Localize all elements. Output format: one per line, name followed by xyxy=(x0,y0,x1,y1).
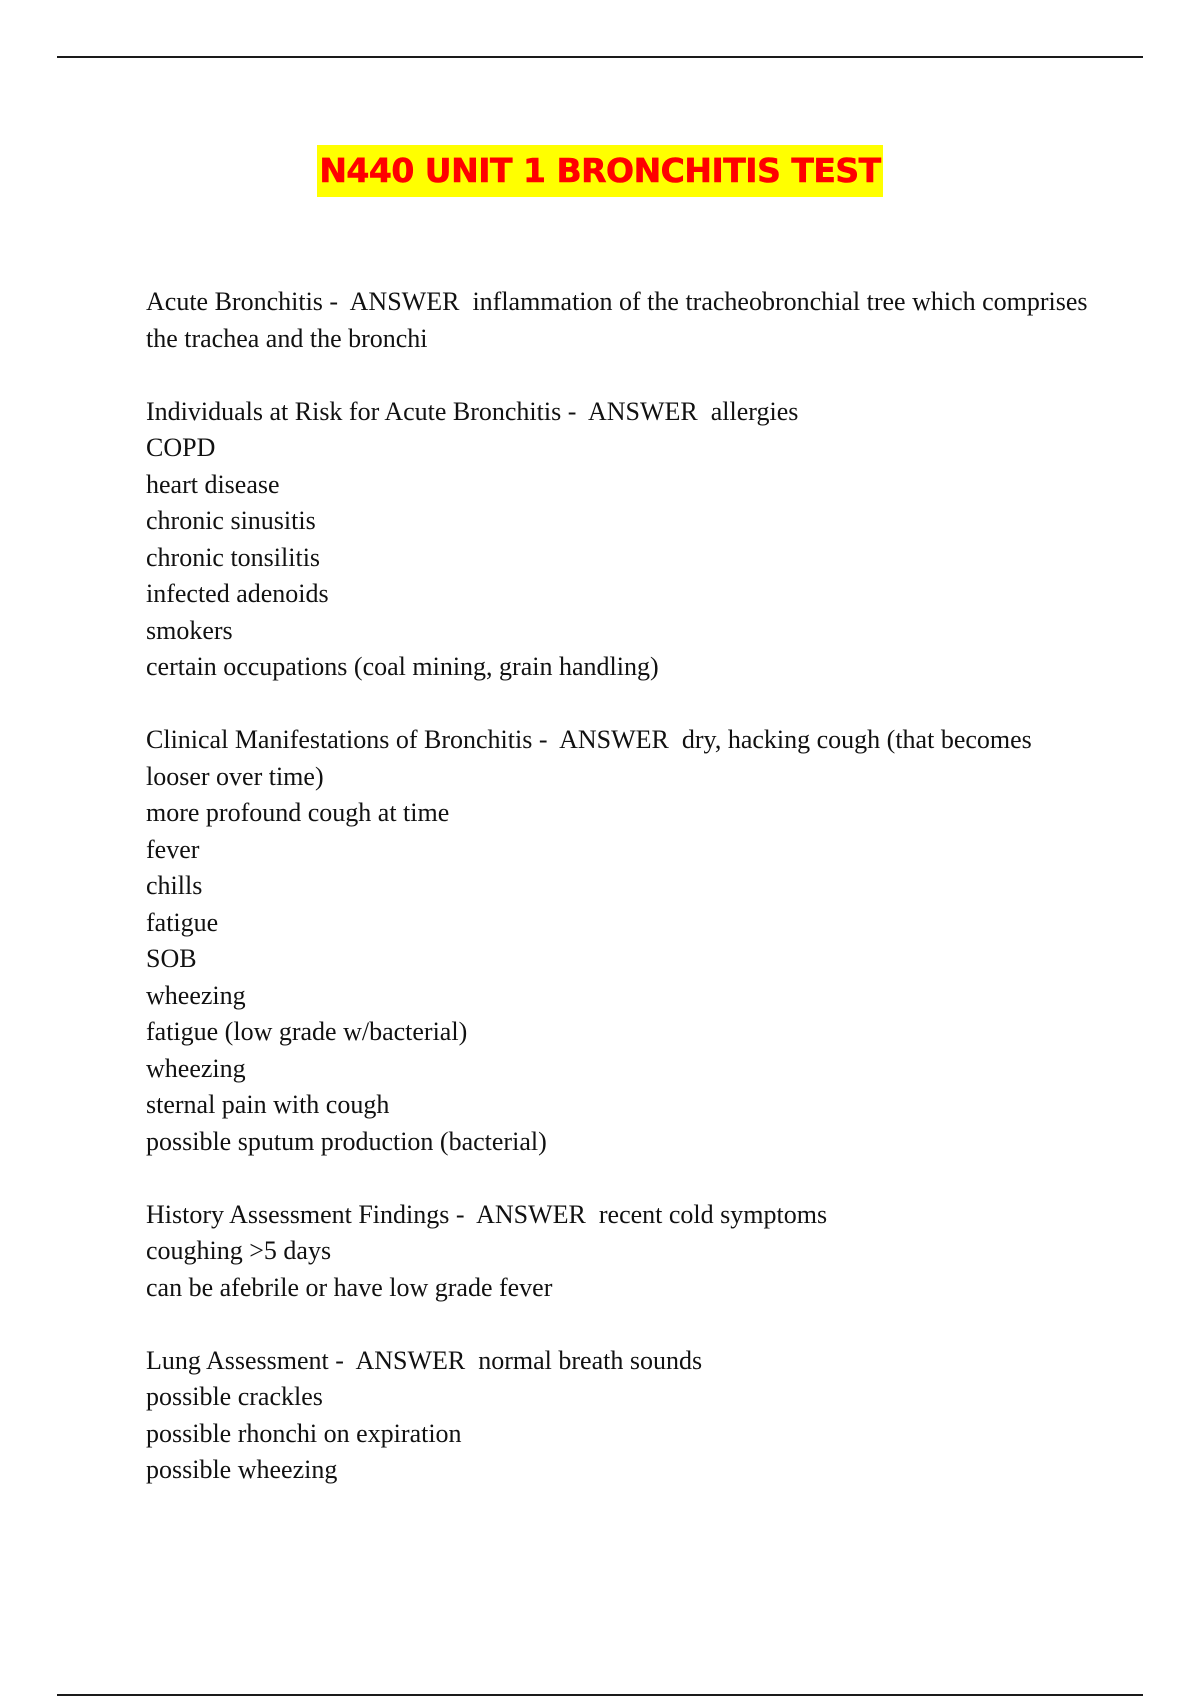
qa-entry xyxy=(146,1343,1096,1489)
question-separator: - xyxy=(449,1199,477,1229)
answer-line: coughing >5 days xyxy=(146,1236,332,1265)
answer-label: ANSWER xyxy=(559,725,669,754)
answer-line: heart disease xyxy=(146,469,280,499)
answer-line: possible wheezing xyxy=(146,1455,338,1484)
qa-first-line xyxy=(146,722,1096,795)
answer-text: dry, hacking cough (that becomes looser over time) xyxy=(146,725,1032,791)
question-separator: - xyxy=(561,396,588,426)
answer-line: possible crackles xyxy=(146,1382,323,1411)
answer-line: fever xyxy=(146,834,200,864)
qa-first-line xyxy=(146,394,1096,431)
question-separator: - xyxy=(322,287,350,316)
answer-line: chills xyxy=(146,871,203,900)
answer-label: ANSWER xyxy=(587,396,698,426)
title-wrap xyxy=(0,145,1200,197)
answer-line: possible rhonchi on expiration xyxy=(146,1418,462,1448)
question-text: Clinical Manifestations of Bronchitis xyxy=(146,725,533,754)
answer-line: possible sputum production (bacterial) xyxy=(146,1126,547,1156)
qa-first-line xyxy=(146,284,1096,357)
answer-line: wheezing xyxy=(146,1053,246,1083)
answer-line: smokers xyxy=(146,615,233,645)
answer-text: allergies xyxy=(710,396,799,426)
answer-line: can be afebrile or have low grade fever xyxy=(146,1272,553,1302)
answer-line: sternal pain with cough xyxy=(146,1090,390,1119)
question-text: Lung Assessment xyxy=(146,1345,329,1375)
answer-line: more profound cough at time xyxy=(146,798,450,827)
answer-label: ANSWER xyxy=(476,1199,586,1229)
answer-line: SOB xyxy=(146,944,197,973)
answer-line: infected adenoids xyxy=(146,579,329,608)
answer-line: wheezing xyxy=(146,980,246,1010)
question-text: History Assessment Findings xyxy=(146,1199,450,1229)
qa-entry xyxy=(146,722,1096,1160)
answer-text: recent cold symptoms xyxy=(598,1199,828,1229)
document-body xyxy=(146,284,1096,1525)
qa-entry xyxy=(146,394,1096,686)
answer-line: COPD xyxy=(146,433,216,462)
answer-text: normal breath sounds xyxy=(478,1345,703,1375)
answer-line: fatigue xyxy=(146,907,219,937)
qa-entry xyxy=(146,284,1096,357)
qa-first-line xyxy=(146,1197,1096,1234)
qa-first-line xyxy=(146,1343,1096,1380)
document-title: N440 UNIT 1 BRONCHITIS TEST xyxy=(317,145,882,197)
top-rule xyxy=(57,56,1143,58)
answer-line: chronic sinusitis xyxy=(146,506,316,535)
question-separator: - xyxy=(328,1345,356,1375)
question-separator: - xyxy=(532,725,560,754)
question-text: Acute Bronchitis xyxy=(146,287,323,316)
answer-text: inflammation of the tracheobronchial tree which comprises the trachea and the bronchi xyxy=(146,287,1088,353)
answer-line: certain occupations (coal mining, grain handling) xyxy=(146,652,659,681)
answer-label: ANSWER xyxy=(355,1345,466,1375)
qa-entry xyxy=(146,1197,1096,1307)
answer-label: ANSWER xyxy=(349,287,460,316)
question-text: Individuals at Risk for Acute Bronchitis xyxy=(146,396,562,426)
answer-line: chronic tonsilitis xyxy=(146,542,321,572)
answer-line: fatigue (low grade w/bacterial) xyxy=(146,1017,468,1046)
bottom-rule xyxy=(57,1694,1143,1696)
